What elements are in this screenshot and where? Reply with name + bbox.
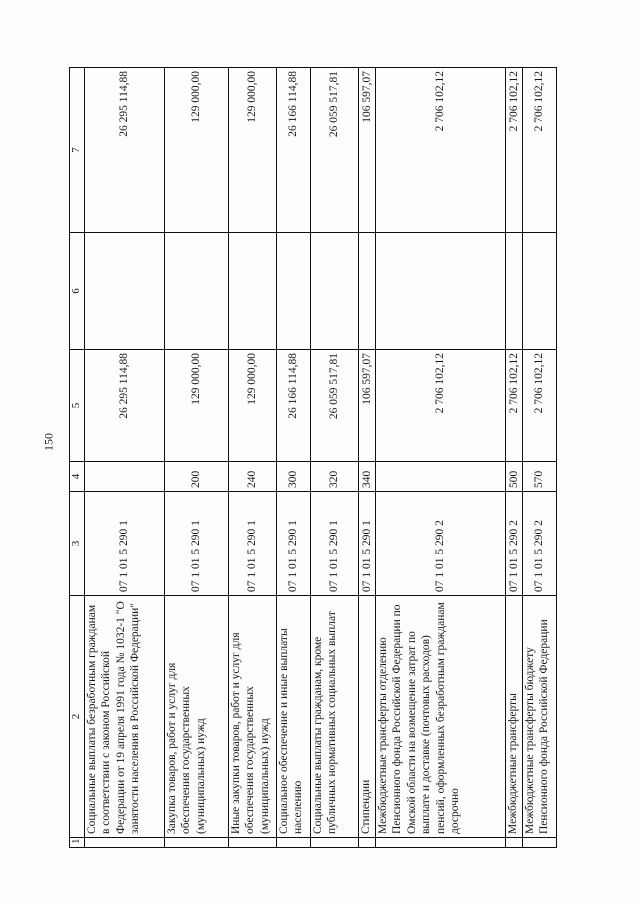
row-value-col6 (376, 233, 506, 350)
page-number: 150 (41, 433, 56, 451)
row-name: Социальное обеспечение и иные выплаты населению (277, 596, 311, 838)
table-row (165, 68, 229, 848)
row-value-col7: 129 000,00 (165, 68, 229, 233)
row-vr: 200 (165, 462, 229, 492)
column-header: 2 (70, 596, 85, 838)
row-blank-cell (229, 838, 277, 848)
row-name: Иные закупки товаров, работ и услуг для обеспечения государственных (муниципальных) нужд (229, 596, 277, 838)
row-name: Закупка товаров, работ и услуг для обеспечения государственных (муниципальных) нужд (165, 596, 229, 838)
row-code: 07 1 01 5 290 1 (229, 492, 277, 596)
row-blank-cell (376, 838, 506, 848)
row-blank-cell (311, 838, 359, 848)
table-row (523, 68, 557, 848)
row-code: 07 1 01 5 290 1 (277, 492, 311, 596)
column-header: 6 (70, 233, 85, 350)
row-vr (85, 462, 165, 492)
row-vr: 300 (277, 462, 311, 492)
row-value-col7: 26 166 114,88 (277, 68, 311, 233)
row-value-col6 (506, 233, 523, 350)
row-code: 07 1 01 5 290 2 (376, 492, 506, 596)
table-row (229, 68, 277, 848)
row-value-col7: 26 059 517,81 (311, 68, 359, 233)
row-value-col5: 26 166 114,88 (277, 350, 311, 462)
row-value-col7: 129 000,00 (229, 68, 277, 233)
row-name: Социальные выплаты гражданам, кроме публичных нормативных социальных выплат (311, 596, 359, 838)
row-blank-cell (277, 838, 311, 848)
row-value-col7: 26 295 114,88 (85, 68, 165, 233)
table-row (311, 68, 359, 848)
row-vr (376, 462, 506, 492)
column-header: 3 (70, 492, 85, 596)
row-code: 07 1 01 5 290 1 (359, 492, 376, 596)
row-value-col5: 129 000,00 (229, 350, 277, 462)
row-code: 07 1 01 5 290 2 (523, 492, 557, 596)
row-blank-cell (506, 838, 523, 848)
row-value-col6 (523, 233, 557, 350)
table-row (506, 68, 523, 848)
row-value-col5: 26 059 517,81 (311, 350, 359, 462)
table-row (359, 68, 376, 848)
column-header: 4 (70, 462, 85, 492)
row-value-col6 (277, 233, 311, 350)
table-row (376, 68, 506, 848)
row-name: Социальные выплаты безработным гражданам в соответствии с законом Российской Федерации от 19 апреля 1991 года № 1032-1 "О занятости населения в Российской Федерации" (85, 596, 165, 838)
row-value-col6 (165, 233, 229, 350)
row-value-col5: 26 295 114,88 (85, 350, 165, 462)
row-value-col7: 2 706 102,12 (376, 68, 506, 233)
row-name: Межбюджетные трансферты отделению Пенсионного фонда Российской Федерации по Омской области на возмещение затрат по выплате и доставке (почтовых расходов) пенсий, оформленных безработным гражданам досрочно (376, 596, 506, 838)
row-value-col5: 2 706 102,12 (506, 350, 523, 462)
column-header: 5 (70, 350, 85, 462)
row-value-col7: 2 706 102,12 (506, 68, 523, 233)
row-code: 07 1 01 5 290 1 (311, 492, 359, 596)
row-name: Межбюджетные трансферты бюджету Пенсионного фонда Российской Федерации (523, 596, 557, 838)
table-rotated-wrapper (69, 68, 549, 848)
table-row (277, 68, 311, 848)
row-value-col5: 2 706 102,12 (376, 350, 506, 462)
row-value-col7: 106 597,07 (359, 68, 376, 233)
row-name: Межбюджетные трансферты (506, 596, 523, 838)
row-blank-cell (523, 838, 557, 848)
table-row (85, 68, 165, 848)
row-name: Стипендии (359, 596, 376, 838)
row-blank-cell (165, 838, 229, 848)
row-value-col6 (311, 233, 359, 350)
row-blank-cell (85, 838, 165, 848)
column-header: 1 (70, 838, 85, 848)
row-value-col5: 106 597,07 (359, 350, 376, 462)
row-vr: 320 (311, 462, 359, 492)
row-value-col5: 129 000,00 (165, 350, 229, 462)
column-header: 7 (70, 68, 85, 233)
header-row (70, 68, 85, 848)
row-blank-cell (359, 838, 376, 848)
row-vr: 570 (523, 462, 557, 492)
row-value-col6 (359, 233, 376, 350)
row-vr: 340 (359, 462, 376, 492)
row-value-col5: 2 706 102,12 (523, 350, 557, 462)
table-container (69, 68, 549, 848)
row-value-col7: 2 706 102,12 (523, 68, 557, 233)
row-vr: 500 (506, 462, 523, 492)
row-value-col6 (229, 233, 277, 350)
row-code: 07 1 01 5 290 2 (506, 492, 523, 596)
row-vr: 240 (229, 462, 277, 492)
row-code: 07 1 01 5 290 1 (165, 492, 229, 596)
budget-table (69, 67, 557, 848)
row-value-col6 (85, 233, 165, 350)
row-code: 07 1 01 5 290 1 (85, 492, 165, 596)
